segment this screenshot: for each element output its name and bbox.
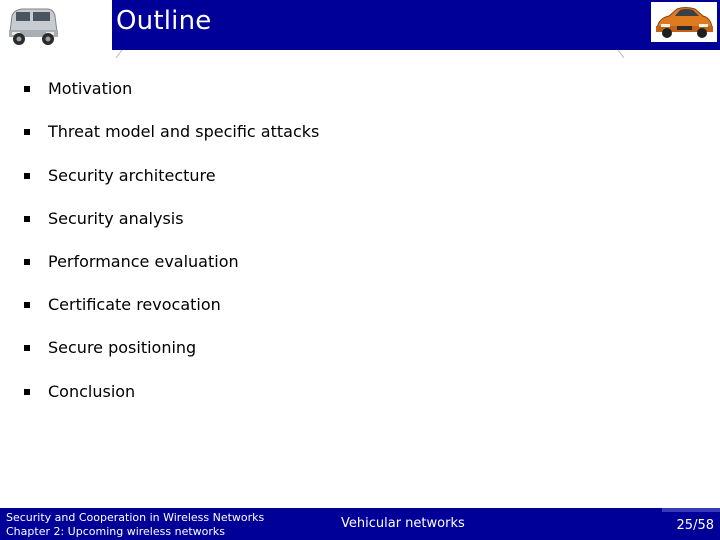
list-item xyxy=(24,249,239,273)
list-item xyxy=(24,119,320,143)
square-bullet-icon xyxy=(24,129,30,135)
suv-car-image xyxy=(4,2,60,48)
footer-section xyxy=(305,508,662,540)
list-item-text: Certificate revocation xyxy=(48,294,221,314)
footer-chapter-title: Chapter 2: Upcoming wireless networks xyxy=(6,525,225,538)
decorative-line xyxy=(114,50,124,58)
square-bullet-icon xyxy=(24,259,30,265)
footer-course-info xyxy=(0,508,305,540)
slide-title: Outline xyxy=(116,6,212,36)
square-bullet-icon xyxy=(24,345,30,351)
list-item xyxy=(24,76,133,100)
list-item xyxy=(24,292,221,316)
list-item xyxy=(24,379,136,403)
page-number: 25/58 xyxy=(676,518,714,533)
list-item-text: Conclusion xyxy=(48,381,136,401)
square-bullet-icon xyxy=(24,389,30,395)
list-item-text: Threat model and specific attacks xyxy=(48,121,320,141)
list-item-text: Secure positioning xyxy=(48,337,197,357)
square-bullet-icon xyxy=(24,86,30,92)
square-bullet-icon xyxy=(24,173,30,179)
footer-course-title: Security and Cooperation in Wireless Networks xyxy=(6,511,265,524)
square-bullet-icon xyxy=(24,302,30,308)
list-item-text: Security analysis xyxy=(48,208,184,228)
list-item-text: Security architecture xyxy=(48,165,216,185)
decorative-line xyxy=(616,50,626,58)
footer-section-title: Vehicular networks xyxy=(341,516,465,531)
list-item xyxy=(24,335,197,359)
sedan-car-image xyxy=(653,4,715,40)
list-item-text: Motivation xyxy=(48,78,133,98)
footer-page-number xyxy=(662,508,720,540)
square-bullet-icon xyxy=(24,216,30,222)
list-item-text: Performance evaluation xyxy=(48,251,239,271)
list-item xyxy=(24,206,184,230)
list-item xyxy=(24,163,216,187)
